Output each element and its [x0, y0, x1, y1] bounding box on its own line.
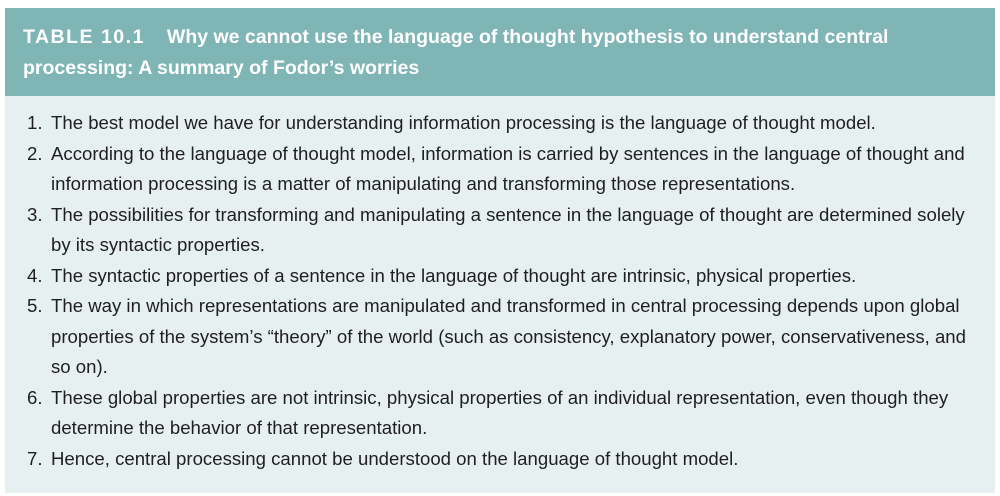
summary-table [5, 8, 995, 493]
points-list [27, 108, 977, 474]
item-text: The possibilities for transforming and manipulating a sentence in the language of thought are determined solely by its syntactic properties. [51, 203, 965, 255]
list-item [27, 383, 977, 444]
item-text: These global properties are not intrinsic, physical properties of an individual representation, even though they determine the behavior of that representation. [51, 386, 949, 438]
list-item [27, 444, 977, 475]
table-header [5, 8, 995, 96]
item-number: 5. [27, 295, 43, 316]
list-item [27, 291, 977, 383]
item-text: According to the language of thought model, information is carried by sentences in the language of thought and information processing is a matter of manipulating and transforming those representations. [51, 142, 965, 194]
item-text: The way in which representations are manipulated and transformed in central processing depends upon global properties of the system’s “theory” of the world (such as consistency, explanatory power, conservativeness, and so on). [51, 295, 966, 377]
item-number: 3. [27, 203, 43, 225]
table-body [5, 96, 995, 474]
item-number: 4. [27, 264, 43, 286]
item-text: Hence, central processing cannot be understood on the language of thought model. [51, 447, 739, 469]
list-item [27, 139, 977, 200]
item-number: 1. [27, 112, 43, 133]
list-item [27, 200, 977, 261]
list-item [27, 261, 977, 292]
item-number: 2. [27, 142, 43, 164]
table-label: TABLE 10.1 [23, 26, 145, 48]
item-number: 6. [27, 386, 43, 408]
item-text: The best model we have for understanding information processing is the language of thought model. [51, 112, 876, 133]
item-text: The syntactic properties of a sentence in the language of thought are intrinsic, physical properties. [51, 264, 857, 286]
list-item [27, 108, 977, 139]
item-number: 7. [27, 447, 43, 469]
table-title: Why we cannot use the language of thought hypothesis to understand central processing: A summary of Fodor’s worries [23, 26, 889, 79]
